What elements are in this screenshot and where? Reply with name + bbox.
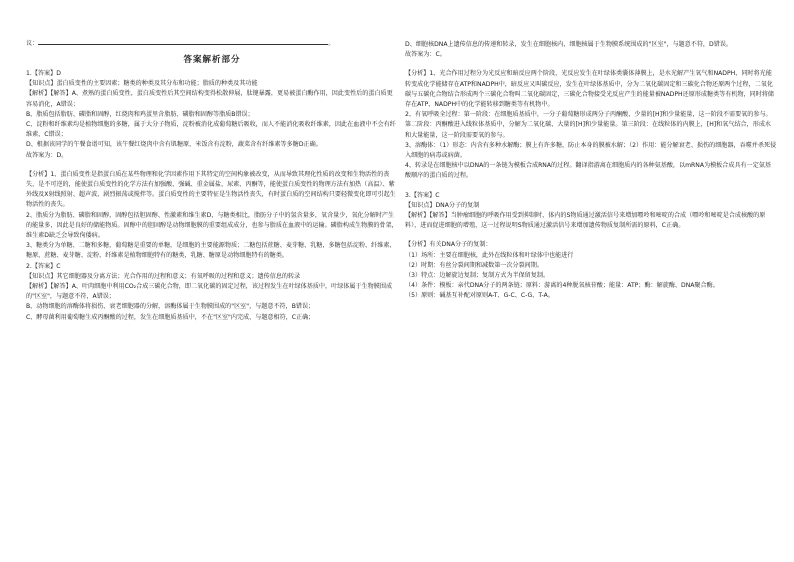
header-end: 。 — [328, 40, 335, 47]
right-paragraph: （1）场所：主要在细胞核，此外在线粒体和叶绿体中也能进行 — [405, 251, 574, 259]
left-paragraph: 3、糖类分为单糖、二糖和多糖，葡萄糖是重要的单糖，是细胞的主要能源物质；二糖包括蔗糖、麦芽糖、乳糖，多糖包括淀粉、纤维素、糖原，蔗糖、麦芽糖、淀粉、纤维素是植物细胞特有的糖类，乳糖、糖原是动物细胞特有的糖类。 — [26, 242, 396, 260]
left-paragraphs — [26, 69, 398, 323]
right-paragraph: 【分析】有关DNA分子的复制： — [405, 241, 492, 249]
left-paragraph: 【知识点】蛋白质变性的主要因素；糖类的种类及其分布和功能；脂质的种类及其功能 — [26, 80, 258, 88]
left-paragraph: 1.【答案】D — [26, 70, 61, 77]
right-paragraph: 3、溶酶体：（1）形态：内含有多种水解酶；膜上有许多糖，防止本身的膜被水解；（2）作用：能分解衰老、损伤的细胞器，吞噬并杀死侵入细胞的病毒或病菌。 — [405, 141, 777, 160]
left-paragraph: 【解析】【解答】A、叶肉细胞中利用CO₂合成三碳化合物，即二氧化碳的固定过程，该过程发生在叶绿体基质中，叶绿体属于生物膜围成的"区室"，与题意不符，A错误； — [26, 283, 393, 301]
header-line — [26, 38, 398, 49]
answer-blank-line — [38, 38, 328, 45]
right-paragraph: 【分析】1、光合作用过程分为光反应和暗反应两个阶段，光反应发生在叶绿体类囊体薄膜上，是水光解产生氧气和NADPH，同时将光能转变成化学能储存在ATP和NADPH中，暗反应又叫碳反应，发生在叶绿体基质中，分为二氧化碳固定和三碳化合物还原两个过程，二氧化碳与五碳化合物结合形成两个三碳化合物叫二氧化碳固定，三碳化合物接受光反应产生的能量被NADPH还原形成糖类等有机物，同时将储存在ATP、NADPH中的化学能转移到糖类等有机物中。 — [405, 70, 775, 109]
right-paragraph — [405, 182, 777, 191]
left-paragraph: D、根据该同学的午餐食谱可知，该午餐红烧肉中含有肌糖原，米饭含有淀粉，蔬菜含有纤维素等多糖D正确。 — [26, 141, 322, 149]
left-paragraph: 2、脂质分为脂肪、磷脂和固醇，固醇包括胆固醇、性激素和维生素D，与糖类相比，脂肪分子中的氢含量多，氧含量少，氧化分解时产生的能量多，因此是良好的储能物质。固醇中的胆固醇是动物细胞膜的重要组成成分，也参与脂质在血液中的运输。磷脂构成生物膜的骨架，维生素D缺乏会导致佝偻病。 — [26, 211, 398, 240]
right-paragraph: 故答案为：C。 — [405, 51, 446, 59]
section-title: 答案解析部分 — [183, 55, 241, 65]
left-paragraph: B、脂质包括脂肪、磷脂和固醇，红烧肉和鸡蛋里含脂肪、磷脂和固醇等脂质B错误； — [26, 110, 254, 118]
right-paragraph: 2、有氧呼吸全过程：第一阶段：在细胞质基质中，一分子葡萄糖形成两分子丙酮酸、少量的[H]和少量能量，这一阶段不需要氧的参与。第二阶段：丙酮酸进入线粒体基质中，分解为二氧化碳、大量的[H]和少量能量。第三阶段：在线粒体的内膜上，[H]和氧气结合，形成水和大量能量，这一阶段需要氧的参与。 — [405, 111, 772, 139]
right-paragraph: （2）时期：有丝分裂间期和减数第一次分裂间期。 — [405, 261, 543, 269]
right-paragraphs — [405, 40, 777, 302]
right-paragraph: 【解析】【解答】当肿瘤细胞的呼吸作用受到抑制时，体内的S物质通过激活信号来增加嘌呤和嘧啶的合成（嘌呤和嘧啶是合成核酸的原料），进而促进细胞的增殖，这一过程说明S物质通过激活信号来增加遗传物质复制所需的原料，C正确。 — [405, 212, 766, 230]
right-paragraph: （4）条件：模板：亲代DNA分子的两条链；原料：游离的4种脱氧核苷酸；能量：ATP；酶：解旋酶、DNA聚合酶。 — [405, 282, 719, 290]
right-paragraph: 【知识点】DNA分子的复制 — [405, 201, 480, 209]
left-column — [26, 38, 398, 323]
left-paragraph: B、动物细胞的溶酶体将损伤、衰老细胞器的分解，溶酶体属于生物膜围成的"区室"，与题意不符，B错误； — [26, 303, 315, 311]
left-paragraph: 故答案为：D。 — [26, 151, 68, 159]
right-paragraph: 3.【答案】C — [405, 191, 440, 199]
left-paragraph: C、酵母菌利用葡萄糖生成丙酮酸的过程，发生在细胞质基质中，不在"区室"内完成，与题意相符，C正确； — [26, 313, 315, 321]
left-paragraph: C、淀粉和纤维素均是植物细胞的多糖，属于大分子物质，淀粉被消化成葡萄糖后吸收，而人不能消化吸收纤维素，因此在血液中不会有纤维素，C错误； — [26, 121, 396, 139]
right-paragraph: 4、转录是在细胞核中以DNA的一条链为模板合成RNA的过程。翻译指游离在细胞质内的各种氨基酸，以mRNA为模板合成具有一定氨基酸顺序的蛋白质的过程。 — [405, 162, 772, 180]
right-paragraph: （5）原则：碱基互补配对原则A-T、G-C、C-G、T-A。 — [405, 292, 554, 300]
left-paragraph: 【知识点】其它细胞器及分离方法；光合作用的过程和意义；有氧呼吸的过程和意义；遗传信息的转录 — [26, 272, 301, 280]
left-paragraph: 【解析】【解答】A、煮熟的蛋白质变性，蛋白质变性后其空间结构变得松散伸展，肽键暴露，更易被蛋白酶作用，因此变性后的蛋白质更容易消化，A错误； — [26, 90, 393, 108]
right-paragraph: D、细胞核DNA上遗传信息的传递和转录，发生在细胞核内，细胞核属于生物膜系统围成的"区室"，与题意不符，D错误。 — [405, 41, 733, 48]
left-paragraph: 【分析】1、蛋白质变性是指蛋白质在某些物理和化学因素作用下其特定的空间构象被改变，从而导致其理化性质的改变和生物活性的丧失，是不可逆的，能使蛋白质变性的化学方法有加强酸、强碱、重金属盐、尿素、丙酮等，能使蛋白质变性的物理方法有加热（高温）、紫外线及X射线照射、超声波、剧烈振荡或搅拌等。蛋白质变性的主要特征是生物活性丧失，有时蛋白质的空间结构只要轻微变化即可引起生物活性的丧失。 — [26, 170, 396, 209]
right-paragraph — [405, 60, 777, 69]
right-paragraph — [405, 231, 777, 240]
header-label: 议： — [26, 40, 39, 47]
right-column — [405, 40, 777, 302]
left-paragraph — [26, 161, 398, 170]
right-paragraph: （3）特点：边解旋边复制；复制方式为半保留复制。 — [405, 272, 550, 280]
left-paragraph: 2.【答案】C — [26, 262, 61, 270]
